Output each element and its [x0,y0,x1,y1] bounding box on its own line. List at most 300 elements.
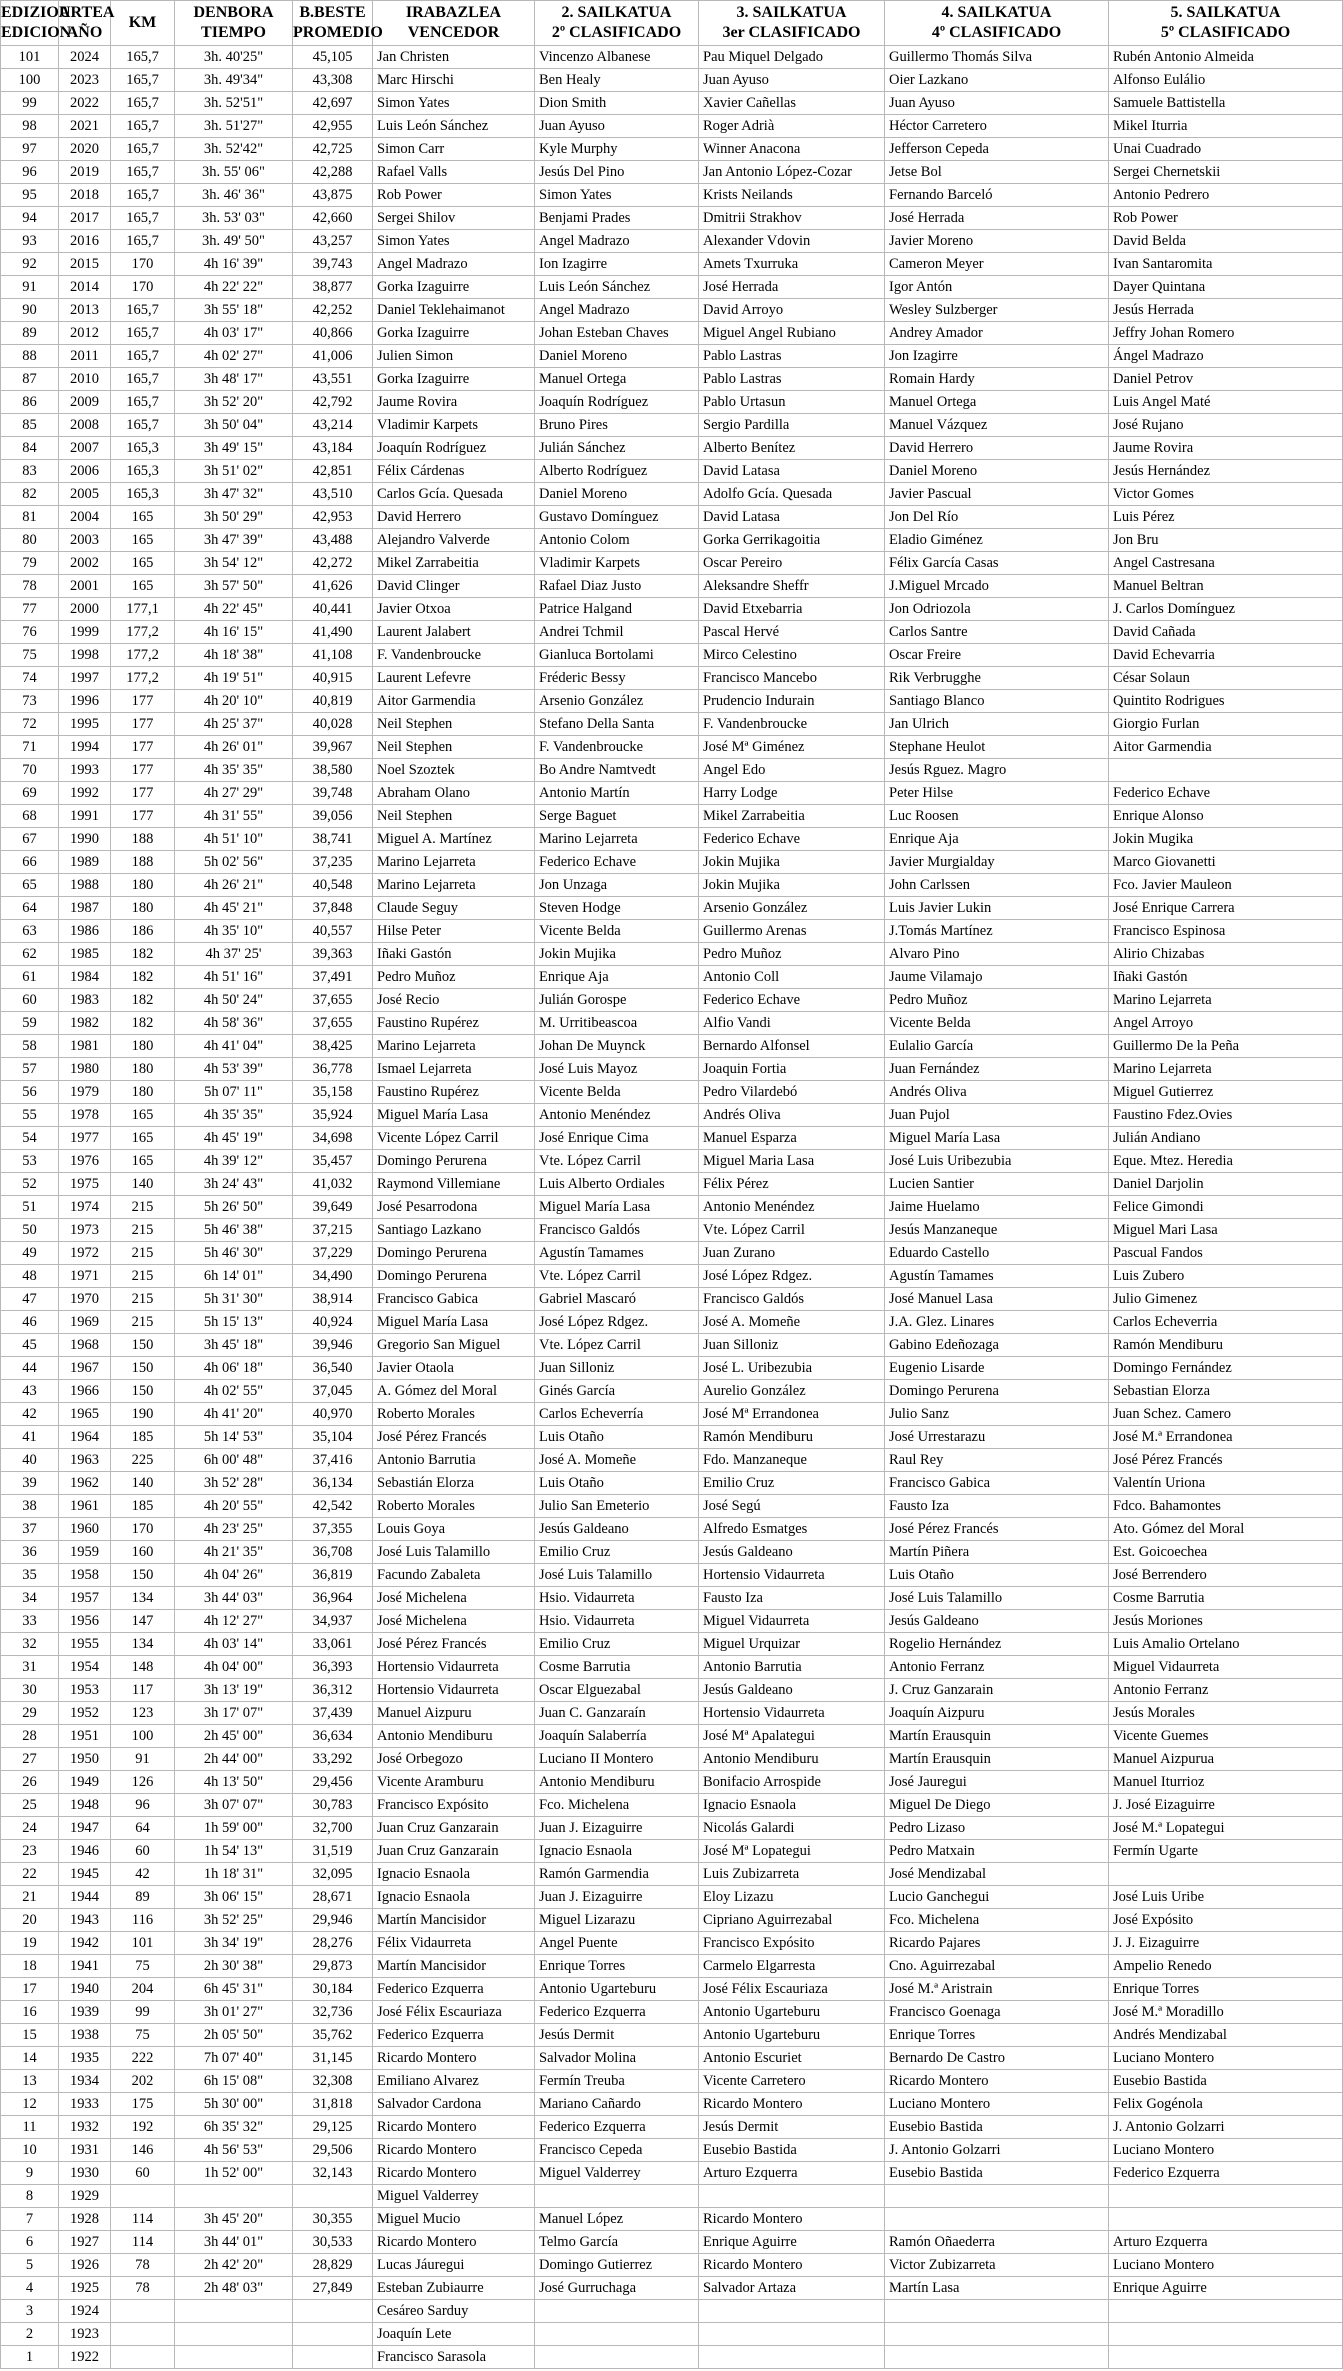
table-row [1,414,1343,437]
quinto-cell: Alfonso Eulálio [1109,69,1343,92]
vencedor-cell: Vicente Aramburu [373,1771,535,1794]
km-cell: 75 [111,1955,175,1978]
tercero-cell: Hortensio Vidaurreta [699,1702,885,1725]
cuarto-cell: Victor Zubizarreta [885,2254,1109,2277]
tercero-cell: Aleksandre Sheffr [699,575,885,598]
vencedor-cell: José Orbegozo [373,1748,535,1771]
tiempo-cell: 3h 47' 32" [175,483,293,506]
tiempo-cell: 5h 46' 30" [175,1242,293,1265]
tiempo-cell: 3h 52' 25" [175,1909,293,1932]
tiempo-cell: 1h 52' 00" [175,2162,293,2185]
ano-cell: 1940 [59,1978,111,2001]
cuarto-cell [885,2323,1109,2346]
tiempo-cell: 5h 46' 38" [175,1219,293,1242]
ano-cell: 2016 [59,230,111,253]
promedio-cell: 35,104 [293,1426,373,1449]
cuarto-cell [885,2300,1109,2323]
tiempo-cell: 4h 20' 55" [175,1495,293,1518]
cuarto-cell: Javier Pascual [885,483,1109,506]
table-row [1,598,1343,621]
cuarto-cell: Antonio Ferranz [885,1656,1109,1679]
ano-cell: 2011 [59,345,111,368]
ano-cell: 1981 [59,1035,111,1058]
edicion-cell: 9 [1,2162,59,2185]
tiempo-cell: 3h. 55' 06" [175,161,293,184]
segundo-cell: Jokin Mujika [535,943,699,966]
ano-cell: 1980 [59,1058,111,1081]
vencedor-cell: Faustino Rupérez [373,1012,535,1035]
tiempo-cell: 4h 26' 01" [175,736,293,759]
ano-cell: 1931 [59,2139,111,2162]
tercero-cell: Jan Antonio López-Cozar [699,161,885,184]
km-cell: 140 [111,1173,175,1196]
segundo-cell: Gabriel Mascaró [535,1288,699,1311]
tiempo-cell: 3h 45' 20" [175,2208,293,2231]
km-cell: 170 [111,1518,175,1541]
tercero-cell: Miguel Urquizar [699,1633,885,1656]
km-cell: 186 [111,920,175,943]
promedio-cell: 36,134 [293,1472,373,1495]
cuarto-cell: Manuel Ortega [885,391,1109,414]
promedio-cell: 35,457 [293,1150,373,1173]
table-row [1,46,1343,69]
edicion-cell: 69 [1,782,59,805]
ano-cell: 1970 [59,1288,111,1311]
vencedor-cell: Domingo Perurena [373,1265,535,1288]
table-row [1,1311,1343,1334]
quinto-cell: Jaume Rovira [1109,437,1343,460]
edicion-cell: 46 [1,1311,59,1334]
tiempo-cell: 4h 37' 25' [175,943,293,966]
cuarto-cell: Peter Hilse [885,782,1109,805]
quinto-cell: Faustino Fdez.Ovies [1109,1104,1343,1127]
vencedor-cell: Simon Yates [373,230,535,253]
tercero-cell: José A. Momeñe [699,1311,885,1334]
quinto-cell: Est. Goicoechea [1109,1541,1343,1564]
quinto-cell: José Rujano [1109,414,1343,437]
segundo-cell: Stefano Della Santa [535,713,699,736]
segundo-cell: Jon Unzaga [535,874,699,897]
vencedor-cell: Roberto Morales [373,1495,535,1518]
ano-cell: 1968 [59,1334,111,1357]
ano-cell: 2000 [59,598,111,621]
edicion-cell: 92 [1,253,59,276]
quinto-cell: Jesús Morales [1109,1702,1343,1725]
ano-cell: 2012 [59,322,111,345]
promedio-cell: 40,441 [293,598,373,621]
header-tiempo: DENBORA TIEMPO [175,1,293,46]
quinto-cell: Julio Gimenez [1109,1288,1343,1311]
tercero-cell: Mirco Celestino [699,644,885,667]
table-row [1,460,1343,483]
edicion-cell: 4 [1,2277,59,2300]
quinto-cell: Ivan Santaromita [1109,253,1343,276]
km-cell: 202 [111,2070,175,2093]
ano-cell: 1972 [59,1242,111,1265]
tercero-cell: David Etxebarria [699,598,885,621]
promedio-cell: 35,762 [293,2024,373,2047]
tiempo-cell: 4h 56' 53" [175,2139,293,2162]
km-cell: 160 [111,1541,175,1564]
km-cell: 185 [111,1495,175,1518]
vencedor-cell: Daniel Teklehaimanot [373,299,535,322]
ano-cell: 1984 [59,966,111,989]
ano-cell: 1962 [59,1472,111,1495]
promedio-cell: 36,708 [293,1541,373,1564]
segundo-cell: Marino Lejarreta [535,828,699,851]
cuarto-cell: Jon Del Río [885,506,1109,529]
quinto-cell: Antonio Ferranz [1109,1679,1343,1702]
cuarto-cell: Jon Odriozola [885,598,1109,621]
tercero-cell: Harry Lodge [699,782,885,805]
km-cell: 204 [111,1978,175,2001]
edicion-cell: 90 [1,299,59,322]
ano-cell: 2001 [59,575,111,598]
ano-cell: 1995 [59,713,111,736]
vencedor-cell: Gorka Izaguirre [373,368,535,391]
vencedor-cell: Emiliano Alvarez [373,2070,535,2093]
promedio-cell: 37,229 [293,1242,373,1265]
quinto-cell: Arturo Ezquerra [1109,2231,1343,2254]
promedio-cell: 32,736 [293,2001,373,2024]
tercero-cell: Alfio Vandi [699,1012,885,1035]
segundo-cell: M. Urritibeascoa [535,1012,699,1035]
tiempo-cell: 4h 02' 27" [175,345,293,368]
tercero-cell: Alfredo Esmatges [699,1518,885,1541]
table-row [1,897,1343,920]
segundo-cell: Joaquín Rodríguez [535,391,699,414]
tiempo-cell: 4h 03' 14" [175,1633,293,1656]
vencedor-cell: Ricardo Montero [373,2139,535,2162]
promedio-cell: 29,456 [293,1771,373,1794]
tiempo-cell: 4h 13' 50" [175,1771,293,1794]
segundo-cell: Oscar Elguezabal [535,1679,699,1702]
vencedor-cell: Marc Hirschi [373,69,535,92]
quinto-cell: Antonio Pedrero [1109,184,1343,207]
km-cell: 225 [111,1449,175,1472]
promedio-cell: 39,649 [293,1196,373,1219]
promedio-cell: 45,105 [293,46,373,69]
tiempo-cell: 3h 51' 02" [175,460,293,483]
quinto-cell: Felix Gogénola [1109,2093,1343,2116]
cuarto-cell: Eduardo Castello [885,1242,1109,1265]
tercero-cell [699,2185,885,2208]
vencedor-cell: Marino Lejarreta [373,851,535,874]
km-cell: 165,7 [111,299,175,322]
km-cell: 165 [111,506,175,529]
promedio-cell: 39,967 [293,736,373,759]
segundo-cell: Angel Puente [535,1932,699,1955]
tercero-cell: Miguel Vidaurreta [699,1610,885,1633]
tercero-cell: Francisco Galdós [699,1288,885,1311]
segundo-cell: Jesús Del Pino [535,161,699,184]
edicion-cell: 16 [1,2001,59,2024]
tercero-cell: Miguel Angel Rubiano [699,322,885,345]
ano-cell: 1976 [59,1150,111,1173]
promedio-cell: 40,866 [293,322,373,345]
segundo-cell: Benjami Prades [535,207,699,230]
ano-cell: 1928 [59,2208,111,2231]
edicion-cell: 95 [1,184,59,207]
quinto-cell: Aitor Garmendia [1109,736,1343,759]
km-cell: 91 [111,1748,175,1771]
table-row [1,1725,1343,1748]
ano-cell: 1975 [59,1173,111,1196]
edicion-cell: 98 [1,115,59,138]
segundo-cell: Steven Hodge [535,897,699,920]
km-cell: 177 [111,805,175,828]
table-row [1,1127,1343,1150]
km-cell: 165,7 [111,391,175,414]
segundo-cell: Johan Esteban Chaves [535,322,699,345]
edicion-cell: 77 [1,598,59,621]
km-cell: 180 [111,1058,175,1081]
promedio-cell: 28,671 [293,1886,373,1909]
edicion-cell: 93 [1,230,59,253]
km-cell: 170 [111,276,175,299]
segundo-cell: Fréderic Bessy [535,667,699,690]
tercero-cell: Pascal Hervé [699,621,885,644]
tercero-cell: Antonio Ugarteburu [699,2001,885,2024]
vencedor-cell: Neil Stephen [373,736,535,759]
cuarto-cell: Ricardo Pajares [885,1932,1109,1955]
promedio-cell: 43,308 [293,69,373,92]
tiempo-cell: 1h 54' 13" [175,1840,293,1863]
cuarto-cell: Agustín Tamames [885,1265,1109,1288]
ano-cell: 1967 [59,1357,111,1380]
promedio-cell: 43,551 [293,368,373,391]
promedio-cell: 40,557 [293,920,373,943]
km-cell: 177,1 [111,598,175,621]
table-row [1,1817,1343,1840]
quinto-cell: Manuel Iturrioz [1109,1771,1343,1794]
km-cell: 42 [111,1863,175,1886]
tiempo-cell: 3h 13' 19" [175,1679,293,1702]
vencedor-cell: Félix Cárdenas [373,460,535,483]
tercero-cell: Antonio Barrutia [699,1656,885,1679]
tiempo-cell: 2h 05' 50" [175,2024,293,2047]
table-row [1,920,1343,943]
vencedor-cell: Francisco Expósito [373,1794,535,1817]
tercero-cell: Joaquin Fortia [699,1058,885,1081]
segundo-cell: Arsenio González [535,690,699,713]
tercero-cell: Antonio Menéndez [699,1196,885,1219]
km-cell: 188 [111,828,175,851]
cuarto-cell: J. Cruz Ganzarain [885,1679,1109,1702]
ano-cell: 1951 [59,1725,111,1748]
quinto-cell: J. Antonio Golzarri [1109,2116,1343,2139]
km-cell: 101 [111,1932,175,1955]
header-promedio: B.BESTE PROMEDIO [293,1,373,46]
tercero-cell: Miguel Maria Lasa [699,1150,885,1173]
quinto-cell: Unai Cuadrado [1109,138,1343,161]
tiempo-cell: 4h 26' 21" [175,874,293,897]
segundo-cell: Enrique Torres [535,1955,699,1978]
tercero-cell: Eloy Lizazu [699,1886,885,1909]
header-tercero: 3. SAILKATUA 3er CLASIFICADO [699,1,885,46]
quinto-cell: David Echevarria [1109,644,1343,667]
ano-cell: 1924 [59,2300,111,2323]
edicion-cell: 70 [1,759,59,782]
ano-cell: 1979 [59,1081,111,1104]
quinto-cell: Andrés Mendizabal [1109,2024,1343,2047]
quinto-cell: Daniel Petrov [1109,368,1343,391]
ano-cell: 2004 [59,506,111,529]
promedio-cell: 29,125 [293,2116,373,2139]
km-cell: 177 [111,736,175,759]
segundo-cell: Juan J. Eizaguirre [535,1886,699,1909]
table-row [1,1288,1343,1311]
quinto-cell: Angel Arroyo [1109,1012,1343,1035]
tiempo-cell: 2h 45' 00" [175,1725,293,1748]
edicion-cell: 78 [1,575,59,598]
km-cell: 165,7 [111,161,175,184]
cuarto-cell: José Pérez Francés [885,1518,1109,1541]
cuarto-cell: Jesús Manzaneque [885,1219,1109,1242]
tiempo-cell: 4h 22' 45" [175,598,293,621]
tiempo-cell: 3h 48' 17" [175,368,293,391]
segundo-cell: Angel Madrazo [535,230,699,253]
segundo-cell: Antonio Menéndez [535,1104,699,1127]
header-vencedor: IRABAZLEA VENCEDOR [373,1,535,46]
tiempo-cell: 3h 06' 15" [175,1886,293,1909]
promedio-cell: 39,946 [293,1334,373,1357]
vencedor-cell: Martín Mancisidor [373,1909,535,1932]
segundo-cell: Rafael Diaz Justo [535,575,699,598]
cuarto-cell: Eugenio Lisarde [885,1357,1109,1380]
promedio-cell: 42,272 [293,552,373,575]
table-row [1,828,1343,851]
cuarto-cell: Eladio Giménez [885,529,1109,552]
edicion-cell: 100 [1,69,59,92]
ano-cell: 2018 [59,184,111,207]
vencedor-cell: Abraham Olano [373,782,535,805]
segundo-cell: Fco. Michelena [535,1794,699,1817]
segundo-cell: Vladimir Karpets [535,552,699,575]
tercero-cell: Alberto Benítez [699,437,885,460]
segundo-cell: Ramón Garmendia [535,1863,699,1886]
promedio-cell: 31,519 [293,1840,373,1863]
tiempo-cell: 3h. 53' 03" [175,207,293,230]
cuarto-cell: J.A. Glez. Linares [885,1311,1109,1334]
tiempo-cell [175,2300,293,2323]
cuarto-cell: Eusebio Bastida [885,2162,1109,2185]
vencedor-cell: Joaquín Rodríguez [373,437,535,460]
vencedor-cell: Neil Stephen [373,713,535,736]
tiempo-cell [175,2185,293,2208]
table-row [1,759,1343,782]
tercero-cell: Juan Silloniz [699,1334,885,1357]
table-row [1,805,1343,828]
table-row [1,1633,1343,1656]
table-row [1,529,1343,552]
km-cell: 165,7 [111,368,175,391]
vencedor-cell: Carlos Gcía. Quesada [373,483,535,506]
vencedor-cell: Esteban Zubiaurre [373,2277,535,2300]
ano-cell: 1957 [59,1587,111,1610]
promedio-cell: 36,634 [293,1725,373,1748]
table-row [1,1196,1343,1219]
tercero-cell: Sergio Pardilla [699,414,885,437]
edicion-cell: 36 [1,1541,59,1564]
ano-cell: 2019 [59,161,111,184]
table-row [1,1771,1343,1794]
segundo-cell: Luis Otaño [535,1472,699,1495]
tiempo-cell: 3h 50' 04" [175,414,293,437]
edicion-cell: 64 [1,897,59,920]
promedio-cell: 29,506 [293,2139,373,2162]
vencedor-cell: Ricardo Montero [373,2047,535,2070]
cuarto-cell [885,2185,1109,2208]
tercero-cell: Pablo Lastras [699,345,885,368]
cuarto-cell: Gabino Edeñozaga [885,1334,1109,1357]
ano-cell: 1922 [59,2346,111,2369]
tercero-cell: Ricardo Montero [699,2208,885,2231]
quinto-cell: Rubén Antonio Almeida [1109,46,1343,69]
promedio-cell: 30,355 [293,2208,373,2231]
km-cell: 165,7 [111,138,175,161]
vencedor-cell: José Michelena [373,1610,535,1633]
segundo-cell: Telmo García [535,2231,699,2254]
ano-cell: 1956 [59,1610,111,1633]
km-cell: 222 [111,2047,175,2070]
ano-cell: 1941 [59,1955,111,1978]
tercero-cell: Ricardo Montero [699,2254,885,2277]
km-cell: 117 [111,1679,175,1702]
vencedor-cell: Martín Mancisidor [373,1955,535,1978]
promedio-cell: 43,488 [293,529,373,552]
segundo-cell: Luis Otaño [535,1426,699,1449]
vencedor-cell: Laurent Lefevre [373,667,535,690]
ano-cell: 2022 [59,92,111,115]
segundo-cell: Simon Yates [535,184,699,207]
segundo-cell: Andrei Tchmil [535,621,699,644]
tiempo-cell: 4h 35' 35" [175,759,293,782]
tiempo-cell: 3h. 52'42" [175,138,293,161]
km-cell: 78 [111,2254,175,2277]
promedio-cell: 32,095 [293,1863,373,1886]
header-segundo: 2. SAILKATUA 2º CLASIFICADO [535,1,699,46]
vencedor-cell: Rafael Valls [373,161,535,184]
ano-cell: 1954 [59,1656,111,1679]
table-row [1,506,1343,529]
table-row [1,1564,1343,1587]
cuarto-cell: Jesús Galdeano [885,1610,1109,1633]
tiempo-cell: 1h 18' 31" [175,1863,293,1886]
tercero-cell: Roger Adrià [699,115,885,138]
vencedor-cell: Javier Otaola [373,1357,535,1380]
segundo-cell: Carlos Echeverría [535,1403,699,1426]
tercero-cell [699,2346,885,2369]
edicion-cell: 6 [1,2231,59,2254]
km-cell: 140 [111,1472,175,1495]
edicion-cell: 20 [1,1909,59,1932]
km-cell: 188 [111,851,175,874]
segundo-cell: Alberto Rodríguez [535,460,699,483]
edicion-cell: 71 [1,736,59,759]
segundo-cell: Domingo Gutierrez [535,2254,699,2277]
segundo-cell: Hsio. Vidaurreta [535,1587,699,1610]
vencedor-cell: Miguel Valderrey [373,2185,535,2208]
quinto-cell: Guillermo De la Peña [1109,1035,1343,1058]
vencedor-cell: José Félix Escauriaza [373,2001,535,2024]
quinto-cell [1109,1863,1343,1886]
tercero-cell: Gorka Gerrikagoitia [699,529,885,552]
vencedor-cell: Jan Christen [373,46,535,69]
ano-cell: 1989 [59,851,111,874]
quinto-cell: Dayer Quintana [1109,276,1343,299]
edicion-cell: 99 [1,92,59,115]
